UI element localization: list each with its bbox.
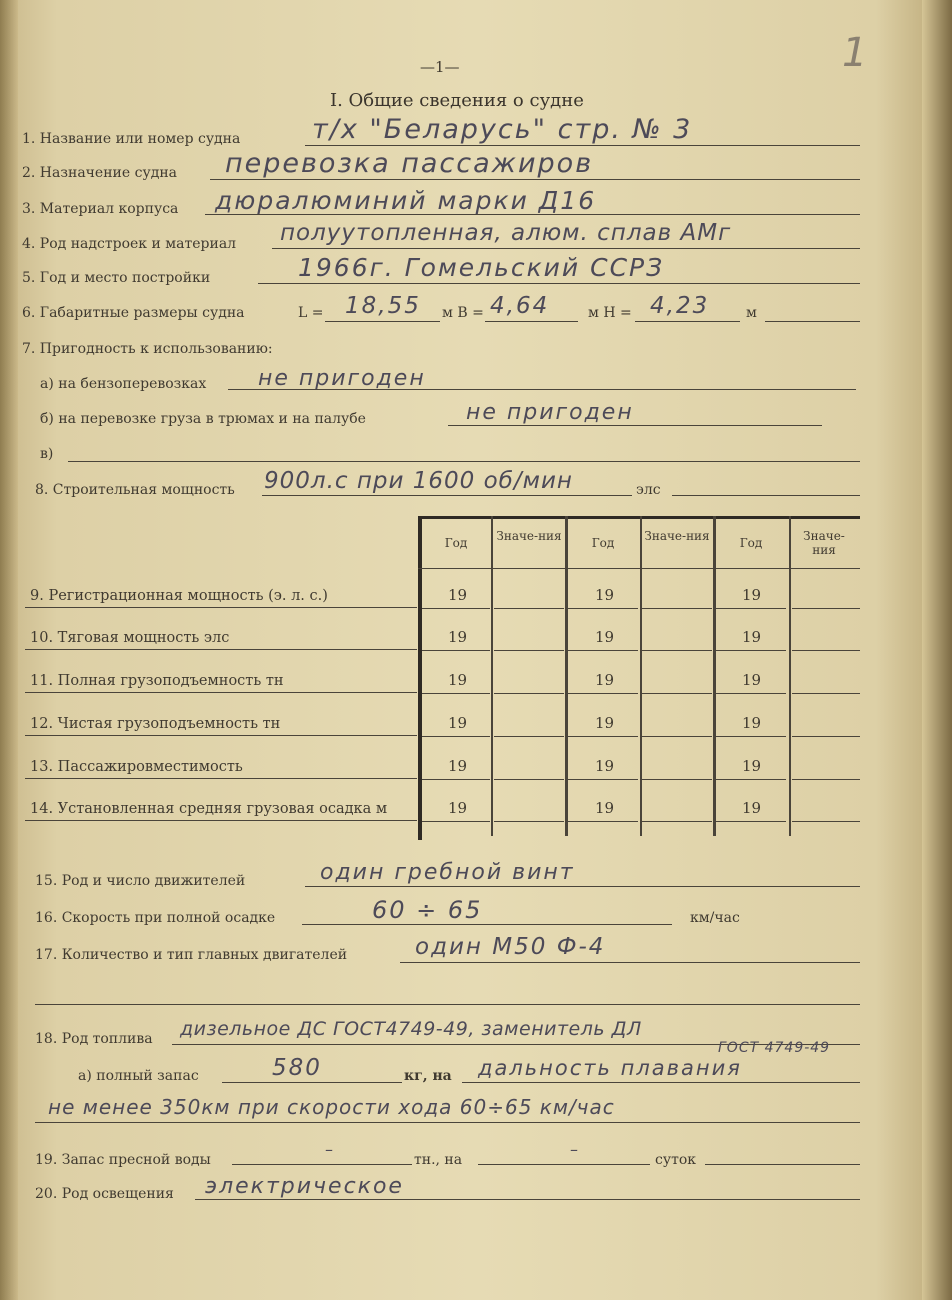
table-value-line (642, 779, 712, 780)
row-18-value: дизельное ДС ГОСТ4749-49, заменитель ДЛ (180, 1018, 642, 1040)
table-year-cell: 19 (448, 714, 468, 732)
row-4-label: 4. Род надстроек и материал (22, 236, 237, 252)
row-18-value-2: ГОСТ 4749-49 (718, 1040, 831, 1056)
row-18a-value: 580 (272, 1055, 322, 1081)
table-col-divider-5 (789, 516, 791, 836)
row-18a-value-2: дальность плавания (478, 1056, 742, 1080)
table-header-values-3: Значе-ния (803, 529, 845, 557)
table-year-line (716, 608, 786, 609)
table-year-cell: 19 (742, 586, 762, 604)
table-header-year-2: Год (591, 536, 615, 550)
row-7a-line (228, 389, 856, 390)
row-17-value: один М50 Ф-4 (415, 934, 606, 960)
row-20-value: электрическое (205, 1174, 404, 1199)
table-row-label-line (25, 607, 417, 608)
table-year-line (716, 650, 786, 651)
table-year-line (568, 821, 638, 822)
row-2-value: перевозка пассажиров (225, 148, 594, 179)
row-4-line (272, 248, 860, 249)
row-16-unit: км/час (690, 910, 740, 926)
table-year-cell: 19 (595, 799, 615, 817)
row-17-label: 17. Количество и тип главных двигателей (35, 947, 348, 963)
row-6-label: 6. Габаритные размеры судна (22, 305, 245, 321)
row-18a-unit: кг, на (404, 1068, 452, 1084)
table-left-border (418, 516, 422, 840)
table-year-cell: 19 (595, 714, 615, 732)
table-value-line (642, 821, 712, 822)
row-6-B-value: 4,64 (490, 293, 550, 319)
table-year-line (568, 779, 638, 780)
table-year-line (422, 779, 490, 780)
table-header-bottom (418, 568, 860, 569)
table-header-year-1: Год (444, 536, 468, 550)
row-19-value-2: – (570, 1140, 580, 1159)
table-year-cell: 19 (595, 628, 615, 646)
table-year-line (422, 650, 490, 651)
row-5-label: 5. Год и место постройки (22, 270, 211, 286)
row-15-label: 15. Род и число движителей (35, 873, 246, 889)
row-4-value: полуутопленная, алюм. сплав АМг (280, 220, 732, 246)
table-value-line (792, 650, 860, 651)
row-8-label: 8. Строительная мощность (35, 482, 235, 498)
row-8-line (262, 495, 632, 496)
row-19-tail-line (705, 1164, 860, 1165)
table-year-line (716, 779, 786, 780)
row-2-label: 2. Назначение судна (22, 165, 177, 181)
row-5-line (258, 283, 860, 284)
row-15-line (305, 886, 860, 887)
row-1-line (305, 145, 860, 146)
row-16-label: 16. Скорость при полной осадке (35, 910, 276, 926)
table-year-line (568, 608, 638, 609)
table-year-cell: 19 (742, 628, 762, 646)
section-title: I. Общие сведения о судне (330, 90, 584, 111)
table-year-line (716, 736, 786, 737)
table-year-line (422, 693, 490, 694)
row-1-value: т/х "Беларусь" стр. № 3 (312, 114, 693, 145)
page-edge-left (0, 0, 18, 1300)
table-value-line (494, 693, 564, 694)
row-8-value: 900л.с при 1600 об/мин (264, 468, 573, 494)
table-value-line (494, 650, 564, 651)
row-6-L-value: 18,55 (345, 293, 421, 319)
row-7c-label: в) (40, 446, 54, 462)
table-year-line (422, 608, 490, 609)
table-year-line (568, 736, 638, 737)
table-row-label-line (25, 778, 417, 779)
table-value-line (792, 693, 860, 694)
table-row-label-line (25, 820, 417, 821)
table-value-line (792, 736, 860, 737)
table-row-label-line (25, 649, 417, 650)
table-col-divider-1 (491, 516, 493, 836)
table-header-values-2: Значе-ния (644, 529, 710, 543)
table-year-cell: 19 (448, 586, 468, 604)
row-6-L-line (325, 321, 440, 322)
table-row-label: 10. Тяговая мощность элс (30, 630, 230, 646)
row-7a-value: не пригоден (258, 366, 426, 391)
table-year-cell: 19 (595, 757, 615, 775)
table-value-line (792, 821, 860, 822)
row-6-H-line (635, 321, 740, 322)
table-row-label: 9. Регистрационная мощность (э. л. с.) (30, 588, 328, 604)
row-19-line-2 (478, 1164, 650, 1165)
row-18a-value-3: не менее 350км при скорости хода 60÷65 км/час (48, 1095, 615, 1119)
table-value-line (792, 779, 860, 780)
row-15-value: один гребной винт (320, 860, 575, 885)
row-8-unit: элс (636, 482, 661, 498)
row-1-label: 1. Название или номер судна (22, 131, 241, 147)
table-top-border (418, 516, 860, 519)
row-7-label: 7. Пригодность к использованию: (22, 341, 273, 357)
row-6-H-value: 4,23 (650, 293, 710, 319)
row-3-value: дюралюминий марки Д16 (215, 186, 597, 215)
table-year-cell: 19 (742, 757, 762, 775)
row-6-H-prefix: м H = (588, 305, 632, 321)
row-16-value: 60 ÷ 65 (372, 896, 483, 924)
corner-page-mark: 1 (842, 30, 868, 76)
table-year-line (422, 821, 490, 822)
table-year-cell: 19 (742, 671, 762, 689)
table-row-label-line (25, 692, 417, 693)
row-7a-label: а) на бензоперевозках (40, 376, 207, 392)
row-17-extra-line (35, 1004, 860, 1005)
row-2-line (210, 179, 860, 180)
table-year-cell: 19 (742, 799, 762, 817)
row-7b-value: не пригоден (466, 400, 634, 425)
row-6-B-prefix: м B = (442, 305, 484, 321)
table-value-line (792, 608, 860, 609)
row-3-label: 3. Материал корпуса (22, 201, 179, 217)
row-20-line (195, 1199, 860, 1200)
row-17-line (400, 962, 860, 963)
table-row-label: 14. Установленная средняя грузовая осадка м (30, 801, 388, 817)
row-19-line (232, 1164, 412, 1165)
row-8-tail-line (672, 495, 860, 496)
row-19-unit: тн., на (414, 1152, 463, 1168)
table-value-line (642, 650, 712, 651)
table-value-line (494, 779, 564, 780)
row-20-label: 20. Род освещения (35, 1186, 174, 1202)
table-year-cell: 19 (595, 586, 615, 604)
table-year-cell: 19 (595, 671, 615, 689)
table-year-line (568, 650, 638, 651)
table-value-line (494, 736, 564, 737)
table-year-line (716, 693, 786, 694)
row-6-B-line (485, 321, 578, 322)
row-7b-label: б) на перевозке груза в трюмах и на палубе (40, 411, 366, 427)
row-7c-line (68, 461, 860, 462)
table-year-cell: 19 (448, 628, 468, 646)
row-18a-label: а) полный запас (78, 1068, 199, 1084)
row-19-value: – (325, 1140, 335, 1159)
row-18a-line (222, 1082, 402, 1083)
table-col-divider-3 (640, 516, 642, 836)
row-7b-line (448, 425, 822, 426)
table-year-line (422, 736, 490, 737)
table-value-line (642, 608, 712, 609)
table-year-cell: 19 (742, 714, 762, 732)
table-value-line (642, 693, 712, 694)
table-col-divider-2 (565, 516, 568, 836)
row-16-line (302, 924, 672, 925)
row-18a-line-3 (35, 1122, 860, 1123)
row-6-L-prefix: L = (298, 305, 324, 321)
table-year-line (568, 693, 638, 694)
table-year-line (716, 821, 786, 822)
table-row-label: 11. Полная грузоподъемность тн (30, 673, 284, 689)
table-year-cell: 19 (448, 757, 468, 775)
row-3-line (205, 214, 860, 215)
row-18-label: 18. Род топлива (35, 1031, 153, 1047)
table-row-label: 13. Пассажировместимость (30, 759, 243, 775)
table-row-label-line (25, 735, 417, 736)
row-6-suffix: м (746, 305, 757, 321)
table-row-label: 12. Чистая грузоподъемность тн (30, 716, 281, 732)
table-value-line (494, 821, 564, 822)
row-19-label: 19. Запас пресной воды (35, 1152, 211, 1168)
table-header-year-3: Год (739, 536, 763, 550)
row-19-unit-2: суток (655, 1152, 697, 1168)
table-year-cell: 19 (448, 671, 468, 689)
table-value-line (642, 736, 712, 737)
page-edge-right (922, 0, 952, 1300)
table-year-cell: 19 (448, 799, 468, 817)
row-5-value: 1966г. Гомельский ССРЗ (298, 253, 665, 282)
row-18a-line-2 (462, 1082, 860, 1083)
table-header-values-1: Значе-ния (496, 529, 562, 543)
table-col-divider-4 (713, 516, 716, 836)
table-value-line (494, 608, 564, 609)
page-number: —1— (420, 58, 460, 76)
row-6-tail-line (765, 321, 860, 322)
